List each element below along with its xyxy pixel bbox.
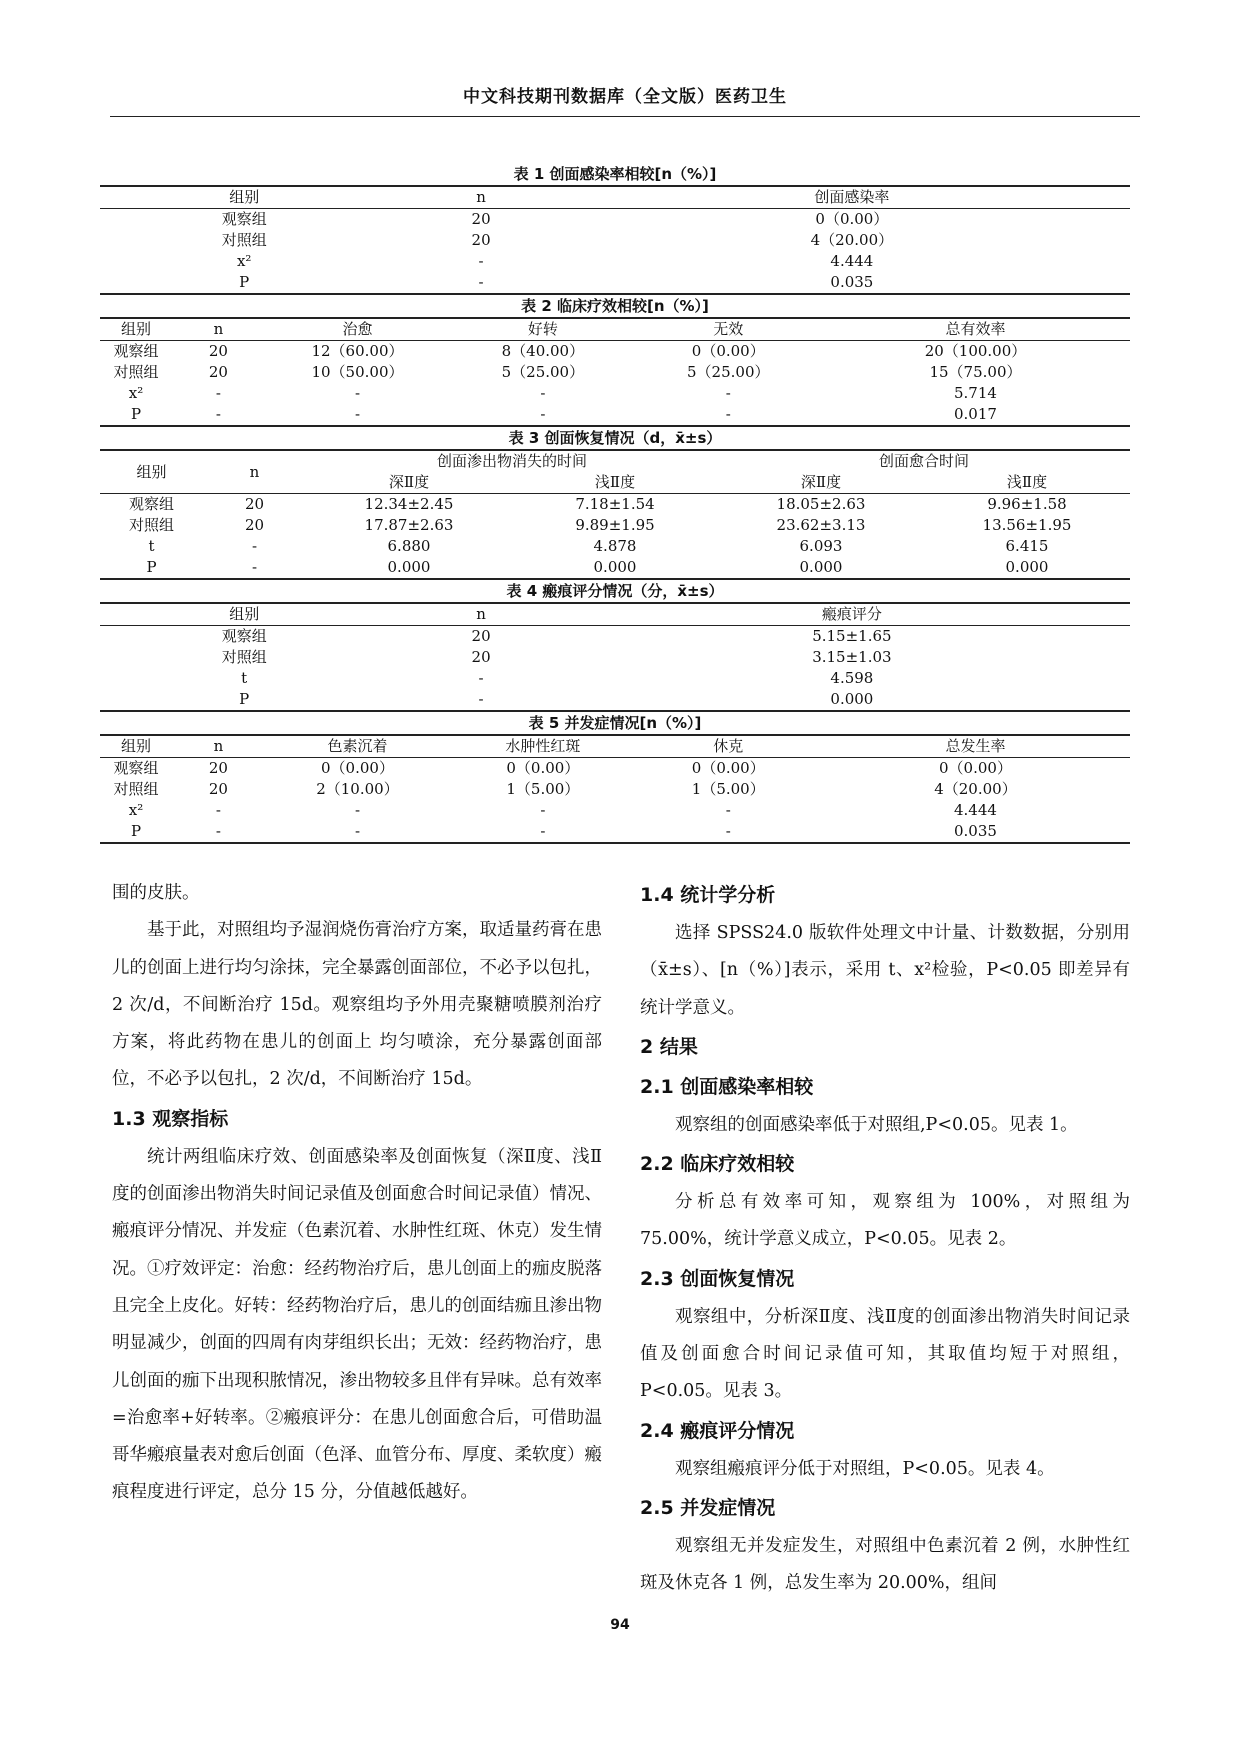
table-cell: 20 [471, 210, 491, 228]
table-cell: - [636, 404, 821, 426]
table2-header: 无效 [636, 318, 821, 341]
paragraph: 统计两组临床疗效、创面感染率及创面恢复（深Ⅱ度、浅Ⅱ度的创面渗出物消失时间记录值及创面愈合时间记录值）情况、瘢痕评分情况、并发症（色素沉着、水肿性红斑、休克）发生情况。①疗效评定：治愈：经药物治疗后，患儿创面上的痂皮脱落且完全上皮化。好转：经药物治疗后，患儿的创面结痂且渗出物明显减少，创面的四周有肉芽组织长出；无效：经药物治疗，患儿创面的痂下出现积脓情况，渗出物较多且伴有异味。总有效率=治愈率+好转率。②瘢痕评分：在患儿创面愈合后，可借助温哥华瘢痕量表对愈后创面（色泽、血管分布、厚度、柔软度）瘢痕程度进行评定，总分 15 分，分值越低越好。 [112, 1146, 602, 1503]
table-cell: 3.15±1.03 [812, 648, 892, 666]
section-heading-2-5: 2.5 并发症情况 [640, 1496, 776, 1519]
table-cell: 0.035 [821, 821, 1130, 843]
table5-header: 色素沉着 [265, 735, 450, 758]
table2-header: 组别 [100, 318, 172, 341]
table-cell: 0.000 [924, 557, 1130, 579]
table-cell: - [354, 384, 361, 402]
table-cell: 12（60.00） [311, 342, 404, 360]
table-cell: P [100, 272, 388, 294]
table-cell: 0（0.00） [506, 759, 580, 777]
table-cell: - [265, 821, 450, 843]
table-cell: - [203, 557, 306, 579]
table-cell: 观察组 [221, 627, 267, 645]
table-cell: 23.62±3.13 [776, 516, 866, 534]
table-cell: 20 [471, 648, 491, 666]
table-cell: 对照组 [221, 648, 267, 666]
table-cell: - [388, 272, 573, 294]
table-cell: 0.000 [306, 557, 512, 579]
table5-header: 总发生率 [821, 735, 1130, 758]
table3-subheader: 浅Ⅱ度 [512, 472, 718, 494]
table-cell: 0.035 [574, 272, 1130, 294]
table-cell: - [251, 537, 258, 555]
table-cell: - [540, 801, 546, 819]
table-row [100, 230, 1130, 251]
table-cell: 对照组 [221, 231, 267, 249]
table-cell: 2（10.00） [316, 780, 399, 798]
table-cell: - [725, 384, 731, 402]
table-cell: 1（5.00） [506, 780, 580, 798]
table-cell: - [354, 801, 361, 819]
table-cell: - [478, 252, 484, 270]
table-cell: 20 [244, 495, 265, 513]
table-row [100, 821, 1130, 843]
table-cell: 1（5.00） [691, 780, 765, 798]
table-row [100, 647, 1130, 668]
table-cell: 9.89±1.95 [575, 516, 655, 534]
table-cell: 0.000 [574, 689, 1130, 711]
table-cell: 对照组 [113, 363, 159, 381]
table3-header: 创面渗出物消失的时间 [306, 450, 718, 472]
table4-header: 瘢痕评分 [574, 603, 1130, 626]
table-cell: P [100, 689, 388, 711]
section-heading-2-1: 2.1 创面感染率相较 [640, 1075, 814, 1098]
table-cell: 4（20.00） [810, 231, 894, 249]
table3-header: 组别 [100, 450, 203, 494]
table1-header: n [388, 186, 573, 209]
table-cell: 6.093 [799, 537, 843, 555]
table-cell: 0.017 [821, 404, 1130, 426]
table-cell: - [215, 801, 221, 819]
table-row [100, 800, 1130, 821]
table-cell: 对照组 [128, 516, 174, 534]
table-cell: 13.56±1.95 [982, 516, 1072, 534]
table-cell: P [100, 404, 172, 426]
table-cell: - [172, 404, 265, 426]
section-heading-2-4: 2.4 瘢痕评分情况 [640, 1419, 795, 1442]
table-cell: 4.598 [830, 669, 874, 687]
table-cell: 对照组 [113, 780, 159, 798]
table-cell: 0（0.00） [815, 210, 889, 228]
table-cell: 5.714 [954, 384, 997, 402]
table-cell: P [100, 821, 172, 843]
table-cell: - [450, 821, 635, 843]
table2 [100, 317, 1130, 427]
table5-header: 组别 [100, 735, 172, 758]
table-cell: 20（100.00） [924, 342, 1027, 360]
table-row [100, 251, 1130, 272]
table-cell: 0.000 [718, 557, 924, 579]
table-cell: 4.878 [593, 537, 637, 555]
table-row [100, 494, 1130, 516]
section-heading-2-2: 2.2 临床疗效相较 [640, 1153, 795, 1176]
table-cell: x² [236, 252, 252, 270]
left-column [112, 875, 602, 1512]
table-cell: 0（0.00） [939, 759, 1012, 777]
table3-header: 创面愈合时间 [718, 450, 1130, 472]
page-number: 94 [610, 1617, 630, 1633]
paragraph: 观察组中，分析深Ⅱ度、浅Ⅱ度的创面渗出物消失时间记录值及创面愈合时间记录值可知，其取值均短于对照组，P<0.05。见表 3。 [640, 1306, 1130, 1402]
table3-subheader: 浅Ⅱ度 [924, 472, 1130, 494]
table5 [100, 734, 1130, 844]
table2-header: 治愈 [265, 318, 450, 341]
table-cell: 0（0.00） [321, 759, 394, 777]
table-cell: 12.34±2.45 [364, 495, 454, 513]
table-cell: 10（50.00） [311, 363, 404, 381]
table-cell: - [636, 821, 821, 843]
table-cell: 5（25.00） [687, 363, 770, 381]
table3-header: n [203, 450, 306, 494]
table-row [100, 626, 1130, 648]
table-row [100, 668, 1130, 689]
table4-header: n [388, 603, 573, 626]
table3-subheader: 深Ⅱ度 [306, 472, 512, 494]
table-cell: 观察组 [221, 210, 267, 228]
table-cell: 4.444 [830, 252, 874, 270]
table-cell: 6.415 [1005, 537, 1049, 555]
table-cell: 6.880 [387, 537, 431, 555]
table-cell: 0（0.00） [691, 342, 765, 360]
table5-header: 休克 [636, 735, 821, 758]
tables-block [100, 163, 1130, 844]
section-heading-1-3: 1.3 观察指标 [112, 1107, 229, 1130]
table-cell: 观察组 [113, 759, 159, 777]
table-cell: - [172, 821, 265, 843]
table1-header: 组别 [100, 186, 388, 209]
table-cell: - [215, 384, 221, 402]
table-cell: 15（75.00） [929, 363, 1022, 381]
table1-caption: 表 1 创面感染率相较[n（%）] [513, 165, 717, 183]
table3 [100, 449, 1130, 580]
section-heading-2: 2 结果 [640, 1035, 698, 1058]
table2-caption: 表 2 临床疗效相较[n（%）] [521, 297, 709, 315]
table-cell: 观察组 [128, 495, 174, 513]
table-cell: x² [128, 801, 144, 819]
paragraph: 基于此，对照组均予湿润烧伤膏治疗方案，取适量药膏在患儿的创面上进行均匀涂抹，完全暴露创面部位，不必予以包扎，2 次/d，不间断治疗 15d。观察组均予外用壳聚糖喷膜剂治疗方案，将此药物在患儿的创面上 均匀喷涂，充分暴露创面部位，不必予以包扎，2 次/d，不间断治疗 15d。 [112, 920, 602, 1090]
table-cell: 20 [208, 759, 228, 777]
table-cell: 20 [471, 627, 491, 645]
table-row [100, 404, 1130, 426]
table-cell: 17.87±2.63 [364, 516, 454, 534]
table-cell: - [265, 404, 450, 426]
table-cell: 4（20.00） [934, 780, 1017, 798]
paragraph: 观察组瘢痕评分低于对照组，P<0.05。见表 4。 [675, 1458, 1055, 1479]
table3-subheader: 深Ⅱ度 [718, 472, 924, 494]
table5-header: 水肿性红斑 [450, 735, 635, 758]
table-row [100, 362, 1130, 383]
paragraph: 围的皮肤。 [112, 883, 200, 903]
table2-header: 好转 [450, 318, 635, 341]
table-cell: 20 [208, 342, 228, 360]
table-cell: 4.444 [954, 801, 997, 819]
table4 [100, 602, 1130, 712]
table4-header: 组别 [100, 603, 388, 626]
table-row [100, 536, 1130, 557]
table-cell: 20 [208, 363, 228, 381]
table-row [100, 209, 1130, 231]
table-cell: 5（25.00） [501, 363, 585, 381]
table-row [100, 383, 1130, 404]
table-row [100, 779, 1130, 800]
header-rule [110, 116, 1140, 117]
paragraph: 分析总有效率可知，观察组为 100%，对照组为 75.00%，统计学意义成立，P<0.05。见表 2。 [640, 1192, 1130, 1250]
table-row [100, 272, 1130, 294]
table-cell: t [241, 669, 248, 687]
table-cell: 5.15±1.65 [812, 627, 892, 645]
table-cell: - [540, 384, 546, 402]
table-cell: 7.18±1.54 [575, 495, 655, 513]
table5-caption: 表 5 并发症情况[n（%）] [528, 714, 702, 732]
table-cell: x² [128, 384, 144, 402]
table4-caption: 表 4 瘢痕评分情况（分，x̄±s） [506, 582, 724, 600]
table5-header: n [172, 735, 265, 758]
paragraph: 观察组的创面感染率低于对照组,P<0.05。见表 1。 [675, 1114, 1078, 1135]
table-row [100, 341, 1130, 363]
table-cell: - [388, 689, 573, 711]
table3-caption: 表 3 创面恢复情况（d，x̄±s） [508, 429, 722, 447]
table1 [100, 185, 1130, 295]
table-cell: - [450, 404, 635, 426]
table-cell: 9.96±1.58 [987, 495, 1067, 513]
right-column [640, 875, 1130, 1603]
table-cell: 18.05±2.63 [776, 495, 866, 513]
table-cell: 0.000 [512, 557, 718, 579]
table-cell: 20 [471, 231, 491, 249]
table-cell: P [100, 557, 203, 579]
paragraph: 选择 SPSS24.0 版软件处理文中计量、计数数据，分别用（x̄±s）、[n（%）]表示，采用 t、x²检验，P<0.05 即差异有统计学意义。 [640, 923, 1130, 1018]
table-cell: 8（40.00） [501, 342, 585, 360]
table-row [100, 758, 1130, 780]
table-cell: - [725, 801, 731, 819]
running-header: 中文科技期刊数据库（全文版）医药卫生 [463, 87, 787, 107]
table-row [100, 689, 1130, 711]
table-cell: 观察组 [113, 342, 159, 360]
table-cell: 20 [208, 780, 228, 798]
table-row [100, 515, 1130, 536]
section-heading-2-3: 2.3 创面恢复情况 [640, 1267, 795, 1290]
table2-header: 总有效率 [821, 318, 1130, 341]
table-cell: t [148, 537, 155, 555]
table2-header: n [172, 318, 265, 341]
section-heading-1-4: 1.4 统计学分析 [640, 884, 776, 906]
table-cell: 20 [244, 516, 265, 534]
paragraph: 观察组无并发症发生，对照组中色素沉着 2 例，水肿性红斑及休克各 1 例，总发生率为 20.00%，组间 [640, 1535, 1130, 1594]
table-row [100, 557, 1130, 579]
table-cell: 0（0.00） [691, 759, 765, 777]
table-cell: - [478, 669, 484, 687]
table1-header: 创面感染率 [574, 186, 1130, 209]
